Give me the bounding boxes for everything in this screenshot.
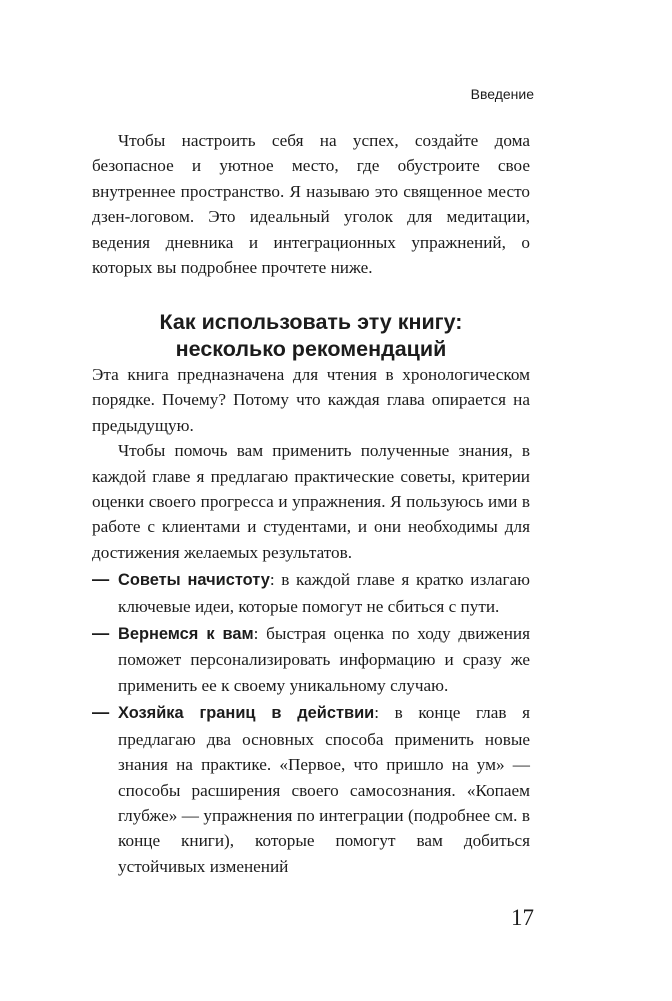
section-paragraph-2: Чтобы помочь вам применить полученные знания, в каждой главе я предлагаю практические советы, критерии оценки своего прогресса и упражнения. Я пользуюсь ими в работе с клиентами и студентами, и они необходимы для достижения желаемых результатов. [92, 441, 530, 562]
list-dash: — [92, 569, 110, 590]
intro-paragraph: Чтобы настроить себя на успех, создайте дома безопасное и уютное место, где обустроите свое внутреннее пространство. Я называю это священное место дзен-логовом. Это идеальный уголок для медитации, ведения дневника и интеграционных упражнений, о которых вы подробнее прочтете ниже. [92, 131, 530, 278]
list-dash: — [92, 623, 110, 644]
list-item-text: : в конце глав я предлагаю два основных способа применить новые знания на практике. «Первое, что пришло на ум» — способы расширения своего самосознания. «Копаем глубже» — упражнения по интеграции (подробнее см. в конце книги), которые помогут вам добиться устойчивых изменений [118, 703, 530, 876]
list-item-term: Хозяйка границ в действии [118, 704, 375, 723]
list-item-term: Вернемся к вам [118, 625, 254, 644]
section-body [92, 362, 530, 881]
section-heading-line1: Как использовать эту книгу: [159, 310, 463, 334]
list-item-text: : в каждой главе я кратко излагаю ключевые идеи, которые помогут не сбиться с пути. [118, 570, 531, 616]
intro-block [92, 128, 530, 280]
recommendations-list [92, 567, 530, 879]
list-item-term: Советы начистоту [118, 571, 270, 590]
list-item [92, 700, 530, 879]
page-number: 17 [511, 905, 534, 930]
list-item [92, 567, 530, 619]
running-head: Введение [470, 86, 534, 102]
list-dash: — [92, 702, 110, 723]
list-item [92, 621, 530, 698]
list-item-text: : быстрая оценка по ходу движения поможет персонализировать информацию и сразу же применить ее к своему уникальному случаю. [118, 624, 530, 695]
section-heading [92, 309, 530, 363]
section-paragraph-1: Эта книга предназначена для чтения в хронологическом порядке. Почему? Потому что каждая глава опирается на предыдущую. [92, 365, 530, 435]
section-heading-line2: несколько рекомендаций [175, 337, 447, 361]
